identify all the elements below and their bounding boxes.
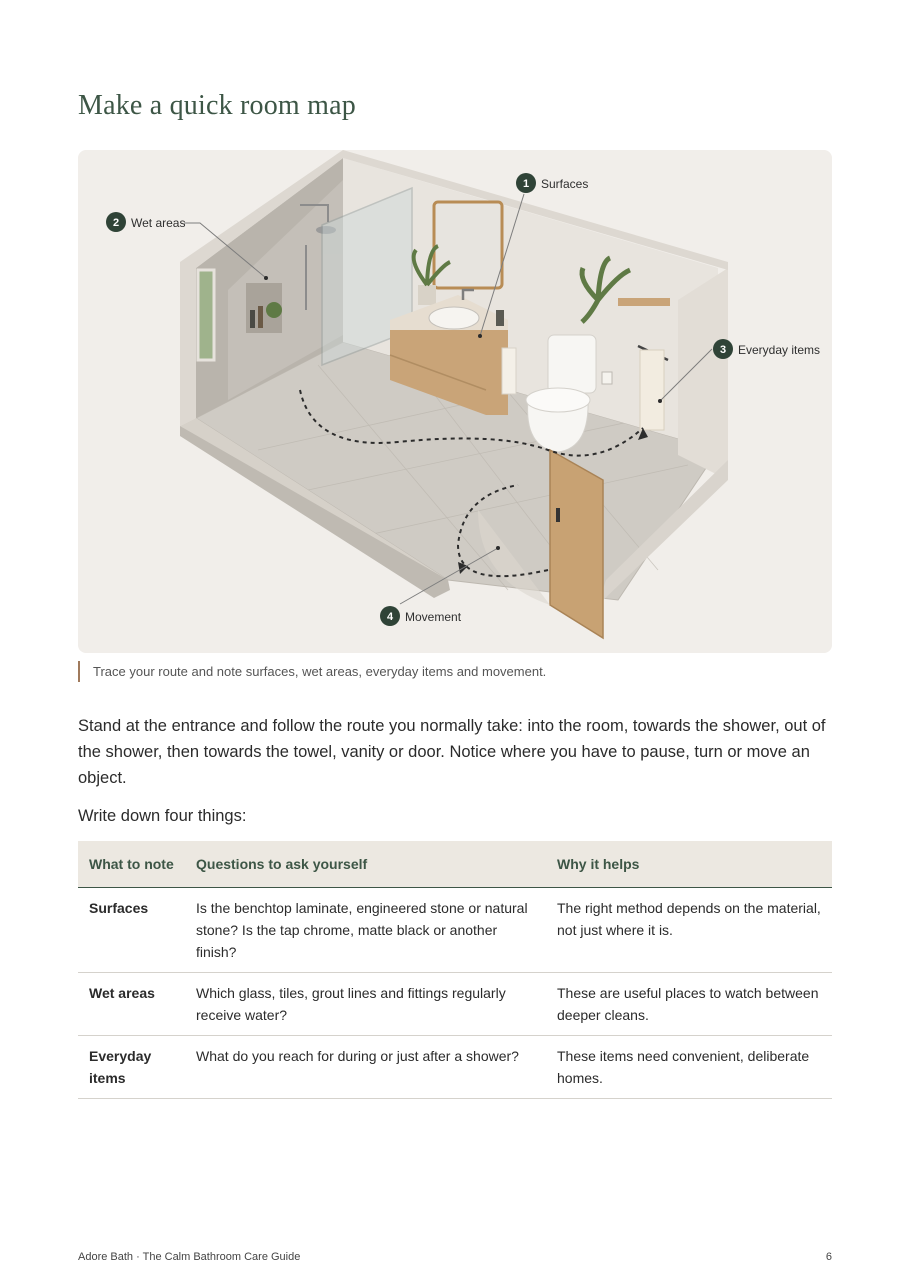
table-row — [78, 1035, 832, 1098]
row-label: Wet areas — [78, 972, 185, 1035]
callout-label-movement: Movement — [405, 610, 462, 624]
footer-text: Adore Bath · The Calm Bathroom Care Guide — [78, 1251, 301, 1263]
header-why-it-helps: Why it helps — [546, 841, 832, 887]
right-wall — [678, 268, 728, 480]
wall-shelf — [618, 298, 670, 306]
hanging-towel — [640, 350, 664, 430]
row-question: Is the benchtop laminate, engineered stone or natural stone? Is the tap chrome, matte black or another finish? — [185, 887, 546, 972]
callout-movement — [380, 606, 462, 626]
callout-number-1: 1 — [522, 178, 530, 190]
basin — [429, 307, 479, 329]
callout-number-2: 2 — [112, 217, 120, 229]
table-row — [78, 887, 832, 972]
callout-label-everyday-items: Everyday items — [738, 343, 821, 357]
row-reason: These are useful places to watch between deeper cleans. — [546, 972, 832, 1035]
window — [198, 270, 214, 360]
intro-paragraph: Stand at the entrance and follow the route you normally take: into the room, towards the shower, out of the shower, then towards the towel, vanity or door. Notice where you have to pause, turn or move an object. — [78, 717, 826, 787]
callout-number-3: 3 — [719, 344, 727, 356]
page-title: Make a quick room map — [78, 90, 356, 121]
door — [550, 450, 603, 638]
header-questions: Questions to ask yourself — [185, 841, 546, 887]
row-question: Which glass, tiles, grout lines and fittings regularly receive water? — [185, 972, 546, 1035]
row-label: Everyday items — [78, 1035, 185, 1098]
figure-caption: Trace your route and note surfaces, wet areas, everyday items and movement. — [78, 661, 546, 682]
row-reason: The right method depends on the material, not just where it is. — [546, 887, 832, 972]
page-number: 6 — [825, 1251, 832, 1263]
table-header-row — [78, 841, 832, 887]
callout-number-4: 4 — [386, 611, 394, 623]
callout-label-wet-areas: Wet areas — [131, 216, 186, 230]
mirror — [434, 202, 502, 288]
room-map-illustration — [78, 150, 832, 653]
callout-surfaces — [516, 173, 588, 193]
row-reason: These items need convenient, deliberate homes. — [546, 1035, 832, 1098]
row-label: Surfaces — [78, 887, 185, 972]
list-lead: Write down four things: — [78, 807, 247, 825]
callout-everyday-items — [713, 339, 820, 359]
header-what-to-note: What to note — [78, 841, 185, 887]
callout-wet-areas — [106, 212, 185, 232]
room-map-table — [78, 841, 832, 1099]
table-row — [78, 972, 832, 1035]
row-question: What do you reach for during or just after a shower? — [185, 1035, 546, 1098]
callout-label-surfaces: Surfaces — [541, 177, 589, 191]
